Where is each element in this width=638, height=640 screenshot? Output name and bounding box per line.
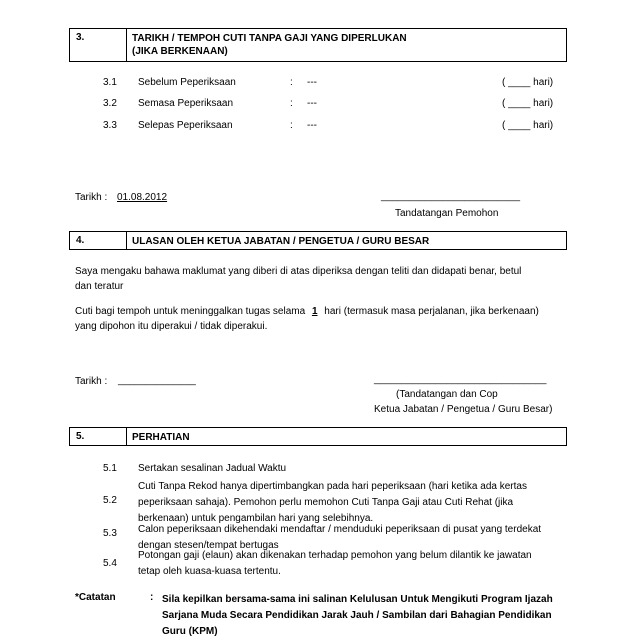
applicant-signature-caption: Tandatangan Pemohon	[395, 208, 499, 219]
notice-text: Sertakan sesalinan Jadual Waktu	[138, 463, 287, 474]
notice-text-line: berkenaan) untuk pengambilan hari yang selebihnya.	[138, 513, 374, 524]
section-3-title-line2: (JIKA BERKENAAN)	[132, 46, 228, 57]
notice-text-line: Cuti Tanpa Rekod hanya dipertimbangkan pada hari peperiksaan (hari ketika ada kertas	[138, 481, 527, 492]
row-number: 3.2	[103, 98, 117, 109]
section-5-number: 5.	[76, 431, 85, 442]
declaration-line2: dan teratur	[75, 281, 124, 292]
applicant-date-label: Tarikh :	[75, 192, 108, 203]
notice-text-line: dengan stesen/tempat bertugas	[138, 540, 279, 551]
row-days: ( ____ hari)	[502, 77, 554, 88]
section-3-number: 3.	[76, 32, 85, 43]
section-divider	[126, 29, 127, 61]
section-3-header	[69, 28, 567, 62]
row-number: 3.1	[103, 77, 117, 88]
notice-text-line: Potongan gaji (elaun) akan dikenakan terhadap pemohon yang belum dilantik ke jawatan	[138, 550, 532, 561]
note-text	[162, 592, 553, 640]
leave-statement-line1	[75, 304, 565, 319]
section-4-leave-statement	[75, 304, 565, 334]
row-value: ---	[307, 120, 317, 131]
applicant-signature-line: _________________________	[381, 191, 521, 202]
head-date-label: Tarikh :	[75, 376, 108, 387]
section-4-title: ULASAN OLEH KETUA JABATAN / PENGETUA / GURU BESAR	[132, 236, 430, 247]
section-4-header	[69, 231, 567, 250]
notice-text	[138, 548, 532, 580]
leave-statement-line2: yang dipohon itu diperakui / tidak diperakui.	[75, 321, 268, 332]
note-colon: :	[150, 592, 154, 603]
notice-text-line: tetap oleh kuasa-kuasa tertentu.	[138, 566, 281, 577]
section-4-number: 4.	[76, 235, 85, 246]
row-days: ( ____ hari)	[502, 98, 554, 109]
row-colon: :	[290, 98, 293, 109]
notice-number: 5.2	[103, 495, 117, 506]
row-value: ---	[307, 98, 317, 109]
head-date-blank: ______________	[118, 375, 196, 386]
section-5-title: PERHATIAN	[132, 432, 190, 443]
note-line: Guru (KPM)	[162, 626, 218, 637]
section-divider	[126, 232, 127, 249]
section-5-header	[69, 427, 567, 446]
notice-text	[138, 479, 527, 527]
section-3-title	[132, 32, 407, 58]
row-label: Semasa Peperiksaan	[138, 98, 234, 109]
row-colon: :	[290, 77, 293, 88]
row-label: Selepas Peperiksaan	[138, 120, 233, 131]
notice-text-line: peperiksaan sahaja). Pemohon perlu memohon Cuti Tanpa Gaji atau Cuti Rehat (jika	[138, 497, 514, 508]
section-4-declaration	[75, 264, 565, 294]
note-line: Sila kepilkan bersama-sama ini salinan Kelulusan Untuk Mengikuti Program Ijazah	[162, 594, 553, 605]
row-value: ---	[307, 77, 317, 88]
note-line: Sarjana Muda Secara Pendidikan Jarak Jauh / Sambilan dari Bahagian Pendidikan	[162, 610, 552, 621]
head-signature-caption1: (Tandatangan dan Cop	[396, 389, 498, 400]
section-3-title-line1: TARIKH / TEMPOH CUTI TANPA GAJI YANG DIPERLUKAN	[132, 33, 407, 44]
notice-number: 5.4	[103, 558, 117, 569]
row-colon: :	[290, 120, 293, 131]
leave-statement-prefix: Cuti bagi tempoh untuk meninggalkan tugas selama	[75, 306, 306, 317]
section-divider	[126, 428, 127, 445]
leave-statement-suffix: hari (termasuk masa perjalanan, jika berkenaan)	[324, 306, 539, 317]
leave-days-value: 1	[311, 306, 318, 317]
note-label: *Catatan	[75, 592, 116, 603]
head-signature-line: _______________________________	[374, 374, 547, 385]
declaration-line1: Saya mengaku bahawa maklumat yang diberi di atas diperiksa dengan teliti dan didapati benar, betul	[75, 266, 522, 277]
notice-text-line: Calon peperiksaan dikehendaki mendaftar / menduduki peperiksaan di pusat yang terdekat	[138, 524, 542, 535]
row-number: 3.3	[103, 120, 117, 131]
row-days: ( ____ hari)	[502, 120, 554, 131]
notice-number: 5.1	[103, 463, 117, 474]
head-signature-caption2: Ketua Jabatan / Pengetua / Guru Besar)	[374, 404, 553, 415]
applicant-date-value: 01.08.2012	[117, 192, 168, 203]
row-label: Sebelum Peperiksaan	[138, 77, 236, 88]
notice-number: 5.3	[103, 528, 117, 539]
